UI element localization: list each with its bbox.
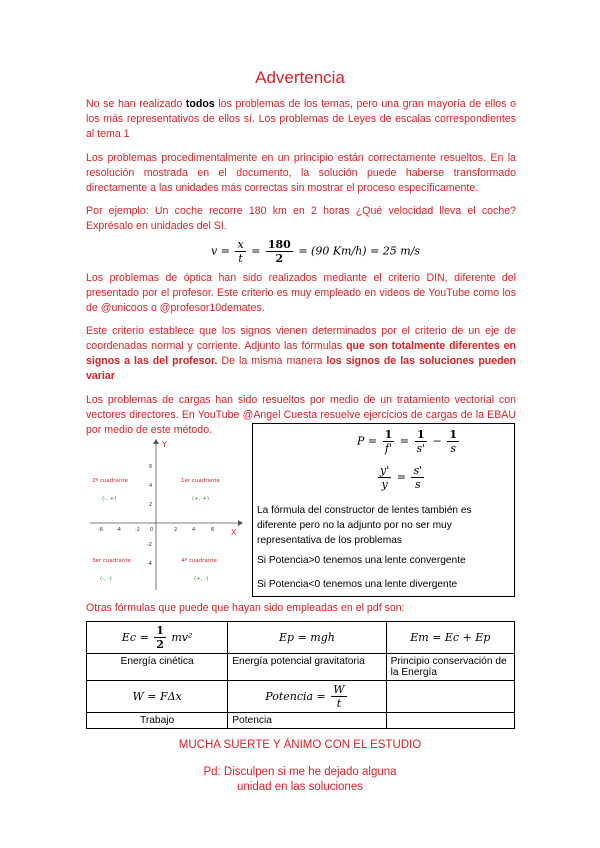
table-cell: Potencia <box>228 713 386 729</box>
bold-text: los signos de las soluciones pueden variar <box>86 355 516 382</box>
eq-sign: = <box>399 434 409 448</box>
table-row <box>87 713 515 729</box>
bold-text: que son totalmente diferentes en signos a las del profesor. <box>86 340 516 367</box>
numerator: 1 <box>156 624 164 637</box>
table-cell <box>228 622 386 654</box>
x-tick: 6 <box>211 527 215 533</box>
denominator: 2 <box>275 252 284 265</box>
table-row <box>87 622 515 654</box>
eq-lhs: v = <box>211 244 230 258</box>
y-tick: -4 <box>147 561 152 567</box>
lens-maker-note: La fórmula del constructor de lentes también es diferente pero no la adjunto por no ser muy representativa de los problemas <box>257 505 472 546</box>
eq-lhs: Ec = <box>121 630 149 644</box>
quadrant-1-signs: (+, +) <box>192 496 210 502</box>
fraction <box>411 464 424 491</box>
y-tick: 2 <box>149 502 153 508</box>
numerator: x <box>237 238 244 251</box>
formula-table <box>86 621 515 729</box>
quadrant-1-label: 1er cuadrante <box>181 478 220 484</box>
table-cell: Principio conservación de la Energía <box>386 654 514 681</box>
numerator: 1 <box>415 428 428 442</box>
table-cell <box>87 681 228 713</box>
table-row <box>87 654 515 681</box>
power-formula <box>265 683 348 710</box>
quadrant-diagram <box>86 438 246 596</box>
page-title: Advertencia <box>255 68 345 87</box>
denominator: 2 <box>156 638 164 651</box>
table-cell <box>87 622 228 654</box>
x-axis-arrow <box>238 520 243 526</box>
y-tick: 6 <box>149 464 153 470</box>
fraction <box>415 428 428 455</box>
table-cell <box>386 681 514 713</box>
table-cell: Energía potencial gravitatoria <box>228 654 386 681</box>
kinetic-energy-formula <box>121 624 193 651</box>
numerator: 1 <box>384 428 393 441</box>
denominator: s <box>450 442 457 455</box>
table-row <box>87 681 515 713</box>
x-tick: 2 <box>174 527 178 533</box>
y-axis-arrow <box>153 439 159 444</box>
fraction <box>447 428 459 455</box>
paragraph-charges: Los problemas de cargas han sido resueltos por medio de un tratamiento vectorial con vectores directores. En YouTube @Angel Cuesta resuelve ejercicios de cargas de la EBAU por medio de este método. <box>86 394 516 436</box>
converging-note: Si Potencia>0 tenemos una lente convergente <box>257 555 466 566</box>
text: Este criterio establece que los signos vienen determinados por el criterio de un eje de coordenadas normal y corriente. Adjunto las fórmulas <box>86 325 516 352</box>
numerator: W <box>333 683 345 696</box>
denominator: s <box>414 478 421 491</box>
table-cell: Energía cinética <box>87 654 228 681</box>
fraction <box>235 238 245 265</box>
x-tick: 4 <box>192 527 196 533</box>
denominator: t <box>336 697 342 710</box>
quadrant-4-signs: (+, -) <box>194 576 209 582</box>
quadrant-2-signs: (-, +) <box>102 496 117 502</box>
fraction <box>154 624 166 651</box>
fraction <box>331 683 346 710</box>
y-tick: -2 <box>147 542 152 548</box>
fraction <box>383 428 395 455</box>
paragraph-criterion <box>86 324 516 384</box>
eq-lhs: P = <box>357 434 378 448</box>
denominator: t <box>238 252 243 265</box>
text: De la misma manera <box>217 355 327 367</box>
table-cell <box>386 713 514 729</box>
fraction <box>266 238 293 265</box>
diverging-note: Si Potencia<0 tenemos una lente divergente <box>257 579 458 590</box>
power-equation <box>357 428 461 455</box>
footer-note-line2: unidad en las soluciones <box>237 781 363 793</box>
quadrant-3-signs: (-, -) <box>100 576 112 582</box>
quadrant-3-label: 3er cuadrante <box>92 558 131 564</box>
paragraph-intro <box>86 97 516 142</box>
table-cell: Trabajo <box>87 713 228 729</box>
table-cell <box>228 681 386 713</box>
eq-lhs: Potencia = <box>265 689 326 703</box>
x-axis-label: X <box>231 528 237 537</box>
eq-rhs: = (90 Km/h) = 25 m/s <box>298 244 421 258</box>
work-formula: W = FΔx <box>132 690 182 703</box>
eq-sign: = <box>396 470 406 484</box>
numerator: 180 <box>267 238 291 251</box>
x-tick: -4 <box>116 527 121 533</box>
paragraph-optics: Los problemas de óptica han sido realizados mediante el criterio DIN, diferente del presentado por el profesor. Este criterio es muy empleado en videos de YouTube como los de @unicoos o @profesor10demates. <box>86 272 516 314</box>
fraction <box>378 464 391 491</box>
mechanical-energy-formula: Em = Ec + Ep <box>410 631 491 644</box>
denominator: s' <box>416 442 426 455</box>
magnification-equation <box>376 464 426 491</box>
footer-good-luck: MUCHA SUERTE Y ÁNIMO CON EL ESTUDIO <box>178 739 422 751</box>
paragraph-other-formulas: Otras fórmulas que puede que hayan sido empleadas en el pdf son: <box>86 602 405 614</box>
numerator: y' <box>380 464 390 477</box>
minus-sign: − <box>432 434 442 448</box>
paragraph-procedure: Los problemas procedimentalmente en un principio están correctamente resueltos. En la resolución mostrada en el documento, la solución puede haberse transformado directamente a las unidades más correctas sin mostrar el proceso específicamente. <box>86 152 516 194</box>
potential-energy-formula: Ep = mgh <box>278 631 335 644</box>
x-tick: -6 <box>98 527 103 533</box>
footer-note-line1: Pd: Disculpen si me he dejado alguna <box>203 766 397 778</box>
text: los problemas de los temas, pero una gran mayoría de ellos o los más representativos de ellos sí. Los problemas de Leyes de escalas correspondientes al tema 1 <box>86 98 516 140</box>
y-axis-label: Y <box>162 440 167 449</box>
quadrant-4-label: 4º cuadrante <box>181 558 217 564</box>
bold-text: todos <box>185 98 215 110</box>
numerator: s' <box>413 464 423 477</box>
paragraph-example: Por ejemplo: Un coche recorre 180 km en 2 horas ¿Qué velocidad lleva el coche? Exprésalo en unidades del SI. <box>86 205 516 232</box>
x-tick: 0 <box>150 527 154 533</box>
velocity-equation <box>211 238 420 265</box>
table-cell <box>386 622 514 654</box>
numerator: 1 <box>449 428 458 441</box>
denominator: y <box>381 478 388 491</box>
text: No se han realizado <box>86 98 186 110</box>
x-tick: -2 <box>135 527 140 533</box>
y-tick: 4 <box>149 483 153 489</box>
quadrant-2-label: 2º cuadrante <box>92 478 128 484</box>
eq-sign: = <box>251 244 261 258</box>
optics-formula-box <box>252 423 515 597</box>
eq-rhs: mv² <box>171 630 193 644</box>
denominator: f' <box>384 442 392 455</box>
